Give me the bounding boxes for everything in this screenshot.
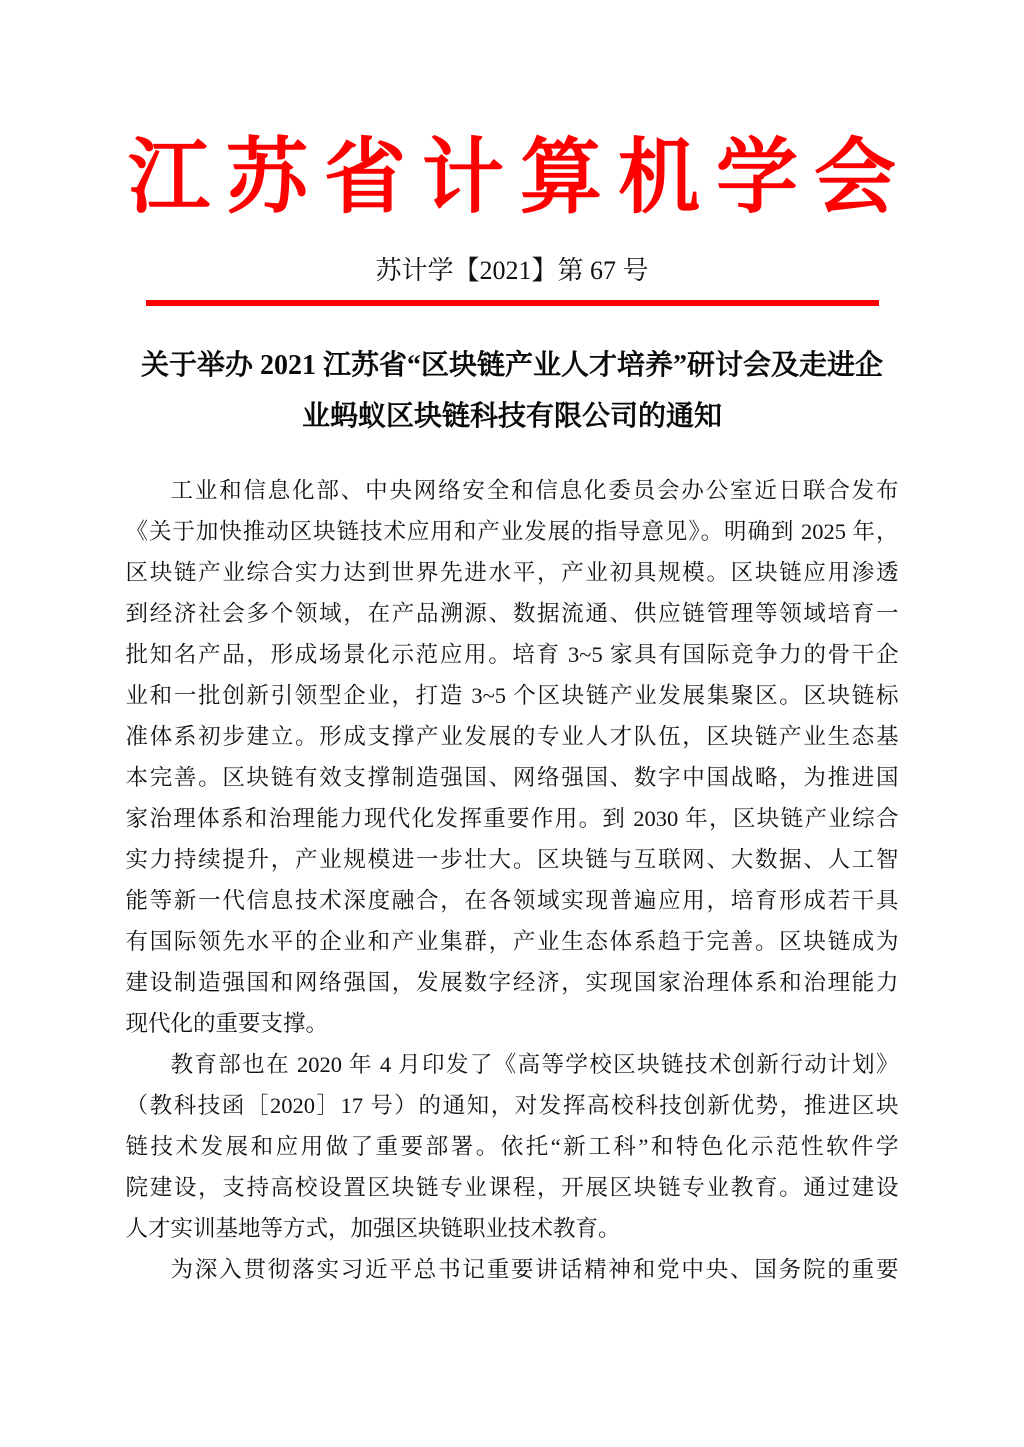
organization-title: 江苏省计算机学会: [127, 132, 912, 223]
body-line: 本完善。区块链有效支撑制造强国、网络强国、数字中国战略，为推进国: [125, 765, 899, 790]
body-line: 批知名产品，形成场景化示范应用。培育 3~5 家具有国际竞争力的骨干企: [125, 642, 899, 667]
notice-title: [126, 340, 899, 442]
document-number: 苏计学【2021】第 67 号: [375, 256, 649, 285]
notice-title-line-1: 关于举办 2021 江苏省“区块链产业人才培养”研讨会及走进企: [140, 350, 883, 381]
body-line: （教科技函［2020］17 号）的通知，对发挥高校科技创新优势，推进区块: [125, 1093, 899, 1118]
body-line: 能等新一代信息技术深度融合，在各领域实现普遍应用，培育形成若干具: [125, 888, 899, 913]
body-line: 教育部也在 2020 年 4 月印发了《高等学校区块链技术创新行动计划》: [170, 1052, 899, 1077]
body-line: 建设制造强国和网络强国，发展数字经济，实现国家治理体系和治理能力: [125, 970, 899, 995]
body-line: 链技术发展和应用做了重要部署。依托“新工科”和特色化示范性软件学: [125, 1134, 899, 1159]
paragraph-3: [126, 1249, 899, 1290]
red-divider-line: [146, 300, 879, 306]
body-line: 人才实训基地等方式，加强区块链职业技术教育。: [125, 1216, 621, 1241]
body-line: 业和一批创新引领型企业，打造 3~5 个区块链产业发展集聚区。区块链标: [125, 683, 899, 708]
paragraph-2: [126, 1044, 899, 1249]
notice-title-line-2: 业蚂蚁区块链科技有限公司的通知: [301, 401, 722, 432]
body-line: 家治理体系和治理能力现代化发挥重要作用。到 2030 年，区块链产业综合: [125, 806, 899, 831]
body-line: 院建设，支持高校设置区块链专业课程，开展区块链专业教育。通过建设: [125, 1175, 899, 1200]
body-line: 准体系初步建立。形成支撑产业发展的专业人才队伍，区块链产业生态基: [125, 724, 899, 749]
document-body: [126, 470, 899, 1290]
body-line: 现代化的重要支撑。: [125, 1011, 329, 1036]
body-line: 有国际领先水平的企业和产业集群，产业生态体系趋于完善。区块链成为: [125, 929, 899, 954]
body-line: 《关于加快推动区块链技术应用和产业发展的指导意见》。明确到 2025 年，: [125, 519, 899, 544]
body-line: 到经济社会多个领域，在产品溯源、数据流通、供应链管理等领域培育一: [125, 601, 899, 626]
body-line: 工业和信息化部、中央网络安全和信息化委员会办公室近日联合发布: [170, 478, 899, 503]
body-line: 区块链产业综合实力达到世界先进水平，产业初具规模。区块链应用渗透: [125, 560, 899, 585]
body-line: 实力持续提升，产业规模进一步壮大。区块链与互联网、大数据、人工智: [125, 847, 899, 872]
body-line: 为深入贯彻落实习近平总书记重要讲话精神和党中央、国务院的重要: [170, 1257, 899, 1282]
paragraph-1: [126, 470, 899, 1044]
